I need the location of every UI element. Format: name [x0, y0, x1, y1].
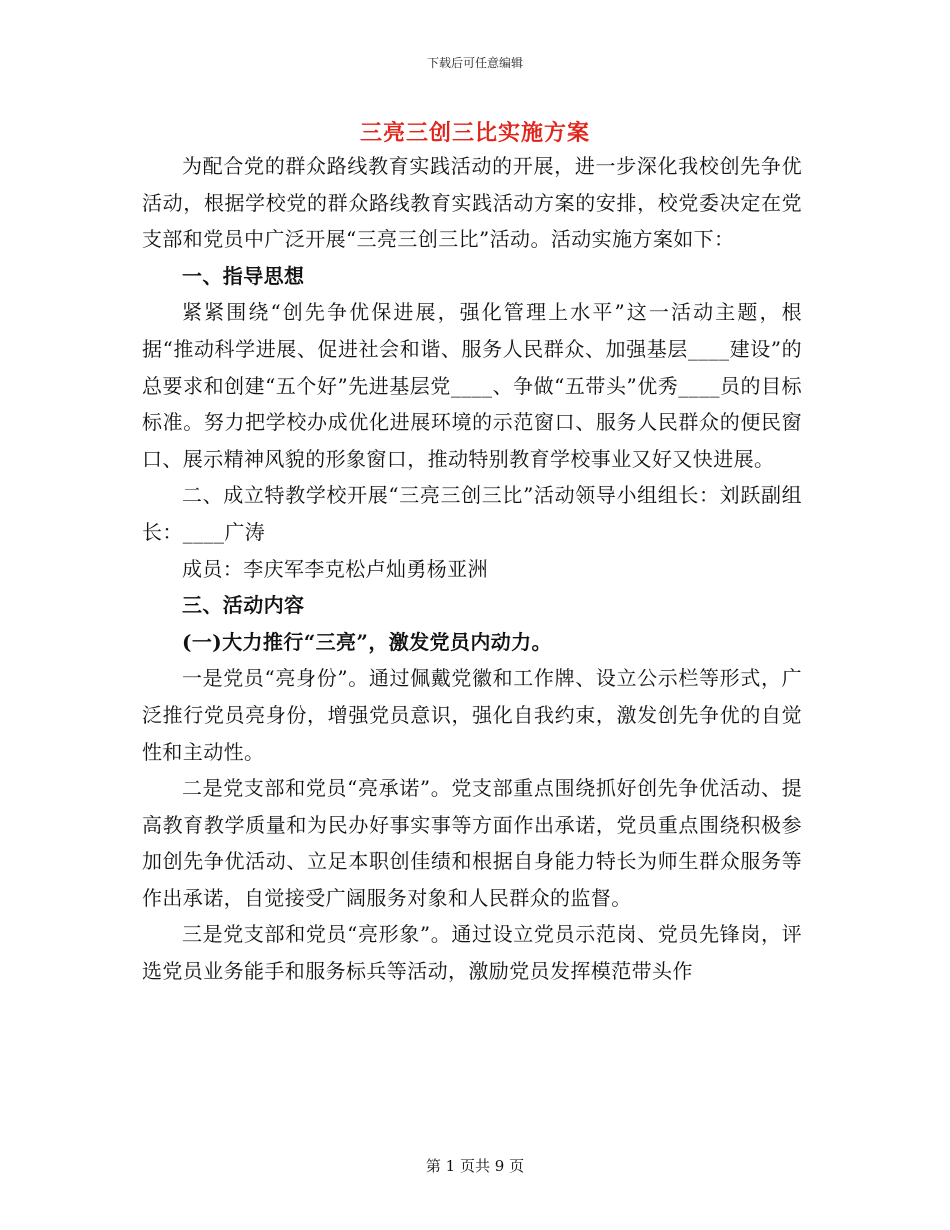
section-3-paragraph-2: 二是党支部和党员“亮承诺”。党支部重点围绕抓好创先争优活动、提高教育教学质量和为民办好事实事等方面作出承诺，党员重点围绕积极参加创先争优活动、立足本职创佳绩和根据自身能力特长为师生群众服务等作出承诺，自觉接受广阔服务对象和人民群众的监督。: [142, 776, 802, 910]
page-header-note: 下载后可任意编辑: [426, 56, 523, 70]
section-3-paragraph-1: 一是党员“亮身份”。通过佩戴党徽和工作牌、设立公示栏等形式，广泛推行党员亮身份，增强党员意识，强化自我约束，激发创先争优的自觉性和主动性。: [142, 666, 802, 764]
page-number: 第 1 页共 9 页: [425, 1157, 525, 1175]
document-title: 三亮三创三比实施方案: [359, 120, 590, 146]
section-3-paragraph-3: 三是党支部和党员“亮形象”。通过设立党员示范岗、党员先锋岗，评选党员业务能手和服务标兵等活动，激励党员发挥模范带头作: [142, 922, 802, 984]
intro-paragraph: 为配合党的群众路线教育实践活动的开展，进一步深化我校创先争优活动，根据学校党的群众路线教育实践活动方案的安排，校党委决定在党支部和党员中广泛开展“三亮三创三比”活动。活动实施方案如下：: [142, 154, 802, 252]
section-3-subheading-1: (一)大力推行“三亮”，激发党员内动力。: [182, 629, 552, 654]
section-1-body: 紧紧围绕“创先争优保进展，强化管理上水平”这一活动主题，根据“推动科学进展、促进社会和谐、服务人民群众、加强基层____建设”的总要求和创建“五个好”先进基层党____、争做“五带头”优秀____员的目标标准。努力把学校办成优化进展环境的示范窗口、服务人民群众的便民窗口、展示精神风貌的形象窗口，推动特别教育学校事业又好又快进展。: [142, 300, 802, 471]
section-2-paragraph: 二、成立特教学校开展“三亮三创三比”活动领导小组组长：刘跃副组长：____广涛: [142, 483, 802, 544]
document-body: [142, 148, 802, 990]
section-1-heading: 一、指导思想: [182, 263, 305, 288]
section-2-members: 成员：李庆军李克松卢灿勇杨亚洲: [182, 556, 488, 581]
section-3-heading: 三、活动内容: [182, 593, 305, 618]
